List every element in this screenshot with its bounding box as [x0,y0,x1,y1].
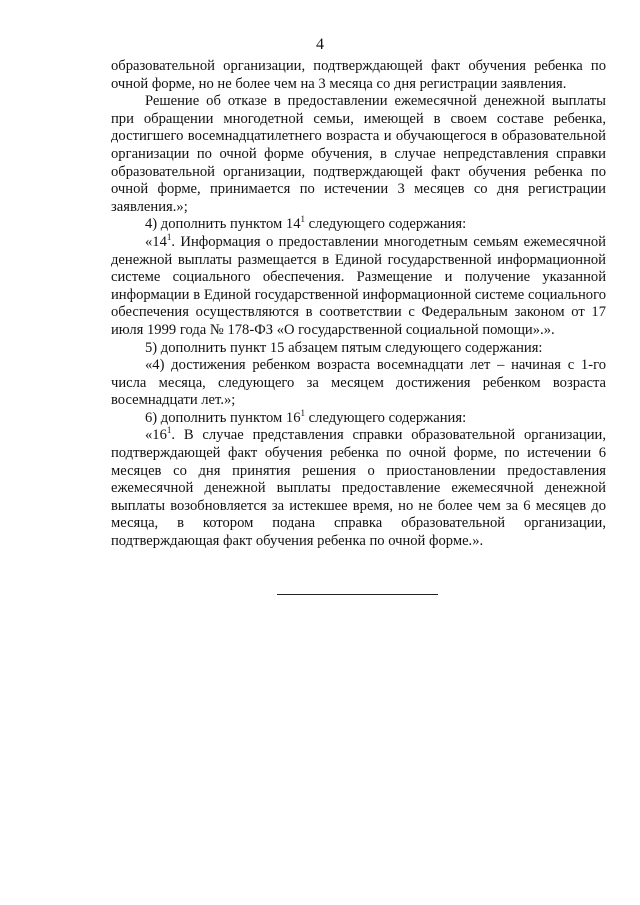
amendment-4-text: 4) дополнить пунктом 14 [145,216,301,233]
clause-16-1-superscript: 1 [166,425,172,436]
amendment-6-superscript: 1 [300,408,306,419]
paragraph-continuation: образовательной организации, подтверждающей факт обучения ребенка по очной форме, но не более чем на 3 месяца со дня регистрации заявления. [111,58,606,92]
clause-14-1-number: «14 [145,233,167,250]
clause-16-1-number: «16 [145,427,167,444]
document-body [111,58,606,551]
clause-14-1-text: . Информация о предоставлении многодетным семьям ежемесячной денежной выплаты размещается в Единой государственной информационной системе социального обеспечения. Размещение и получение указанной информации в Единой государственной информационной системе социального обеспечения осуществляются в соответствии с Федеральным законом от 17 июля 1999 года № 178-ФЗ «О государственной социальной помощи».». [111,233,606,338]
clause-14-1-superscript: 1 [166,232,172,243]
end-of-text-rule [277,594,438,595]
amendment-4-text-end: следующего содержания: [305,216,467,233]
page-number: 4 [316,36,324,53]
amendment-4-superscript: 1 [300,214,306,225]
paragraph-clause-14-1 [111,234,606,340]
paragraph-amendment-4 [111,216,606,234]
paragraph-clause-15-item-4: «4) достижения ребенком возраста восемнадцати лет – начиная с 1-го числа месяца, следующего за месяцем достижения ребенком возраста восемнадцати лет.»; [111,357,606,409]
paragraph-amendment-5: 5) дополнить пункт 15 абзацем пятым следующего содержания: [145,339,543,356]
paragraph-amendment-6 [111,410,606,428]
amendment-6-text: 6) дополнить пунктом 16 [145,409,301,426]
paragraph-clause-16-1 [111,427,606,550]
amendment-6-text-end: следующего содержания: [305,409,467,426]
paragraph-refusal-decision: Решение об отказе в предоставлении ежемесячной денежной выплаты при обращении многодетной семьи, имеющей в своем составе ребенка, достигшего восемнадцатилетнего возраста и обучающегося в образовательной организации по очной форме обучения, в случае непредставления справки образовательной организации, подтверждающей факт обучения ребенка по очной форме, принимается по истечении 3 месяцев со дня регистрации заявления.»; [111,93,606,215]
clause-16-1-text: . В случае представления справки образовательной организации, подтверждающей факт обучения ребенка по очной форме, по истечении 6 месяцев со дня принятия решения о приостановлении предоставления ежемесячной денежной выплаты предоставление ежемесячной денежной выплаты возобновляется за истекшее время, но не более чем за 6 месяцев до месяца, в котором подана справка образовательной организации, подтверждающая факт обучения ребенка по очной форме.». [111,427,606,550]
